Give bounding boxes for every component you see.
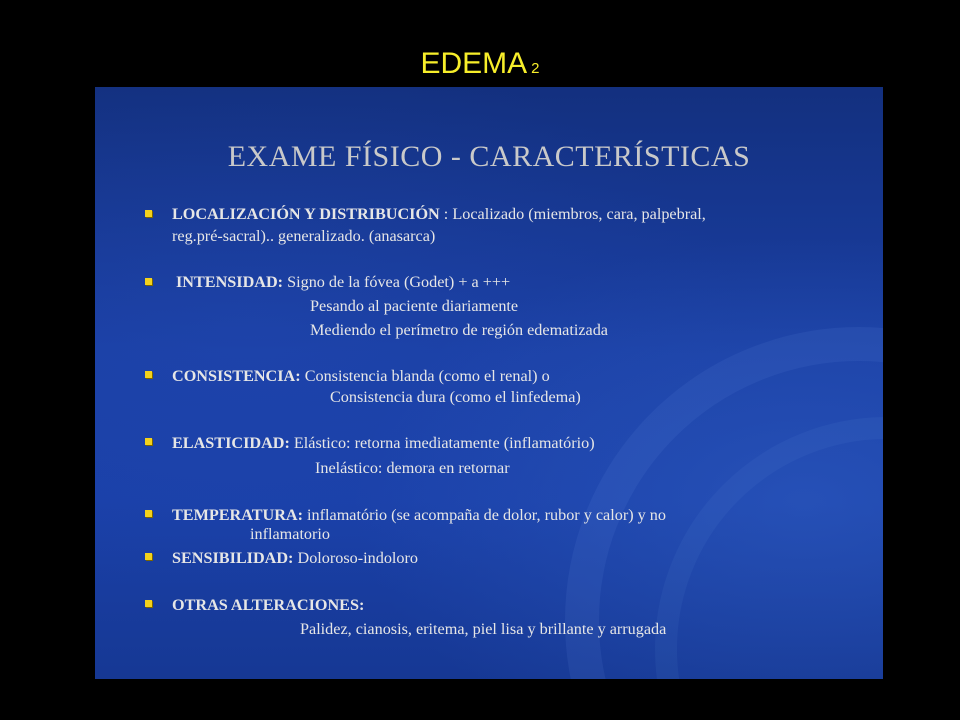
slide — [95, 87, 883, 679]
item-text: Signo de la fóvea (Godet) + a +++ — [283, 273, 511, 291]
list-item-intensidad — [176, 272, 510, 292]
item-text: : Localizado (miembros, cara, palpebral, — [439, 205, 706, 223]
page-title — [0, 44, 960, 89]
item-continuation: reg.pré-sacral).. generalizado. (anasarca) — [172, 227, 436, 245]
bullet-icon — [145, 600, 152, 607]
list-item-elasticidad — [172, 433, 595, 453]
bullet-icon — [145, 278, 152, 285]
item-text: Elástico: retorna imediatamente (inflamatório) — [289, 434, 595, 452]
slide-title: EXAME FÍSICO - CARACTERÍSTICAS — [227, 140, 751, 173]
page-title-number: 2 — [531, 60, 540, 77]
bullet-icon — [145, 371, 152, 378]
item-label: SENSIBILIDAD: — [172, 549, 294, 567]
bullet-icon — [145, 510, 152, 517]
item-text: Doloroso-indoloro — [293, 549, 418, 567]
item-label: TEMPERATURA: — [172, 506, 303, 524]
item-continuation: Consistencia dura (como el linfedema) — [330, 388, 581, 406]
item-label: CONSISTENCIA: — [172, 367, 301, 385]
list-item-localizacion — [172, 204, 706, 224]
item-continuation: inflamatorio — [250, 525, 331, 543]
list-item-temperatura — [172, 505, 666, 525]
background-swoosh — [655, 417, 883, 679]
list-item-sensibilidad — [172, 548, 418, 568]
page-title-text: EDEMA — [420, 47, 528, 80]
item-label: INTENSIDAD: — [176, 273, 284, 291]
item-text: Consistencia blanda (como el renal) o — [300, 367, 550, 385]
list-item-consistencia — [172, 366, 550, 386]
list-item-otras-alteraciones — [172, 595, 364, 615]
item-continuation: Inelástico: demora en retornar — [315, 459, 510, 477]
item-label: OTRAS ALTERACIONES: — [172, 596, 365, 614]
item-continuation: Palidez, cianosis, eritema, piel lisa y brillante y arrugada — [300, 620, 667, 638]
bullet-icon — [145, 438, 152, 445]
bullet-icon — [145, 553, 152, 560]
item-label: ELASTICIDAD: — [172, 434, 290, 452]
item-text: inflamatório (se acompaña de dolor, rubor y calor) y no — [303, 506, 666, 524]
item-continuation: Mediendo el perímetro de región edematizada — [310, 321, 608, 339]
bullet-icon — [145, 210, 152, 217]
item-continuation: Pesando al paciente diariamente — [310, 297, 519, 315]
item-label: LOCALIZACIÓN Y DISTRIBUCIÓN — [172, 205, 440, 223]
